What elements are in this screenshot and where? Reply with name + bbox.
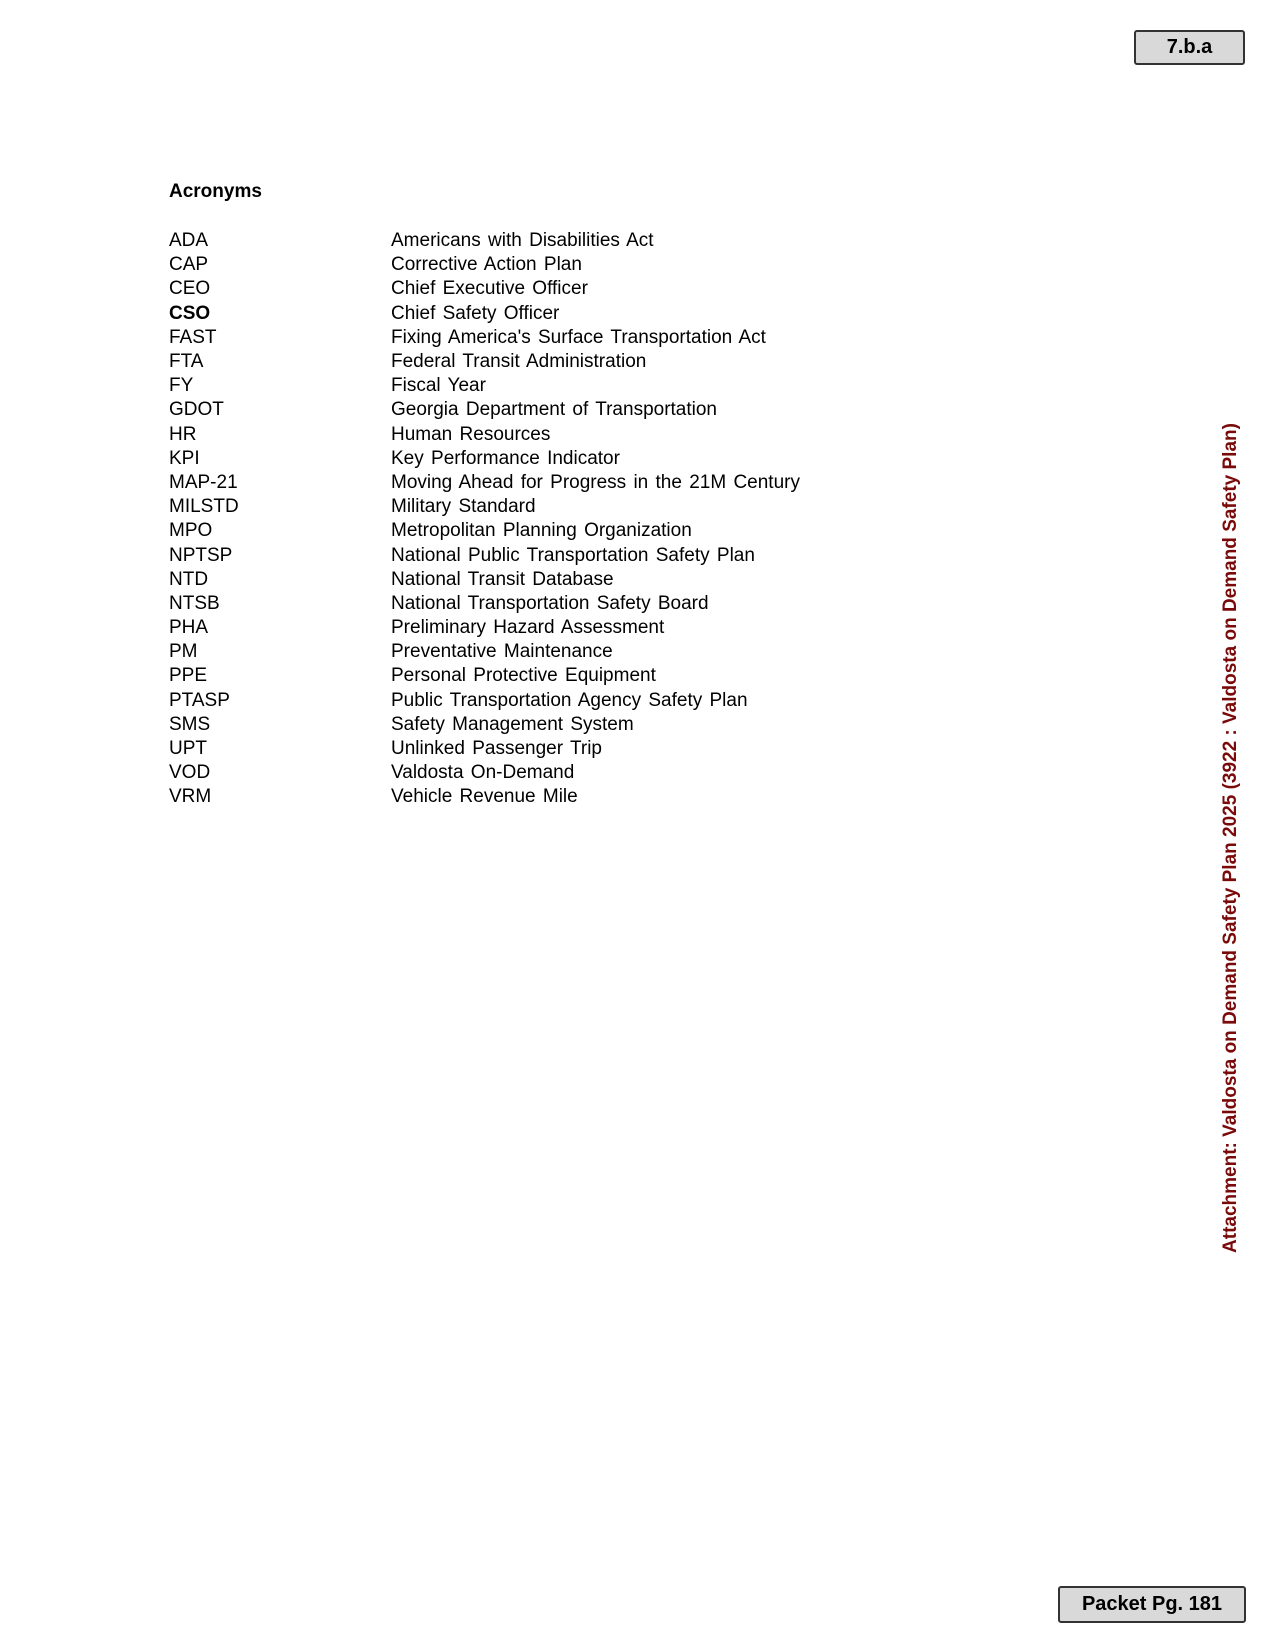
- acronym-abbr: FY: [169, 375, 194, 397]
- acronym-expansion: Valdosta On-Demand: [391, 762, 575, 784]
- agenda-item-tag: 7.b.a: [1134, 30, 1245, 65]
- attachment-label: Attachment: Valdosta on Demand Safety Plan 2025 (3922 : Valdosta on Demand Safety Plan): [1220, 423, 1241, 1253]
- acronym-abbr: PTASP: [169, 689, 230, 711]
- acronym-expansion: Preventative Maintenance: [391, 641, 613, 663]
- acronym-abbr: MILSTD: [169, 496, 239, 518]
- acronym-expansion: Moving Ahead for Progress in the 21M Century: [391, 471, 800, 493]
- acronym-expansion: Safety Management System: [391, 713, 634, 735]
- acronym-row: [169, 737, 800, 761]
- acronym-row: [169, 398, 800, 422]
- acronym-expansion: Military Standard: [391, 496, 536, 518]
- acronym-abbr: MAP-21: [169, 471, 238, 493]
- acronym-row: [169, 350, 800, 374]
- acronym-abbr: CSO: [169, 302, 211, 324]
- acronym-row: [169, 543, 800, 567]
- acronym-abbr: FAST: [169, 326, 217, 348]
- acronym-abbr: UPT: [169, 738, 207, 760]
- acronym-row: [169, 640, 800, 664]
- acronym-abbr: FTA: [169, 351, 204, 373]
- acronym-expansion: Fixing America's Surface Transportation Act: [391, 326, 766, 348]
- acronym-row: [169, 495, 800, 519]
- acronym-row: [169, 592, 800, 616]
- acronym-abbr: VOD: [169, 762, 211, 784]
- acronym-abbr: PM: [169, 641, 198, 663]
- acronym-row: [169, 229, 800, 253]
- acronym-row: [169, 519, 800, 543]
- acronym-row: [169, 785, 800, 809]
- acronym-expansion: Federal Transit Administration: [391, 351, 647, 373]
- acronym-expansion: Vehicle Revenue Mile: [391, 786, 578, 808]
- acronym-abbr: SMS: [169, 713, 211, 735]
- acronym-abbr: VRM: [169, 786, 212, 808]
- acronym-list: [169, 229, 800, 810]
- acronym-row: [169, 423, 800, 447]
- acronym-expansion: Georgia Department of Transportation: [391, 399, 718, 421]
- acronym-row: [169, 374, 800, 398]
- acronym-abbr: NTD: [169, 568, 209, 590]
- acronym-expansion: Human Resources: [391, 423, 551, 445]
- acronym-expansion: Fiscal Year: [391, 375, 486, 397]
- acronym-expansion: Public Transportation Agency Safety Plan: [391, 689, 748, 711]
- acronym-abbr: KPI: [169, 447, 200, 469]
- acronym-abbr: CAP: [169, 254, 209, 276]
- acronym-expansion: Corrective Action Plan: [391, 254, 582, 276]
- acronym-row: [169, 568, 800, 592]
- acronym-row: [169, 471, 800, 495]
- acronym-row: [169, 713, 800, 737]
- acronym-row: [169, 277, 800, 301]
- packet-page-number: Packet Pg. 181: [1058, 1586, 1246, 1623]
- acronym-abbr: PHA: [169, 617, 209, 639]
- acronym-expansion: Chief Executive Officer: [391, 278, 588, 300]
- acronym-expansion: National Transportation Safety Board: [391, 592, 709, 614]
- acronym-expansion: Preliminary Hazard Assessment: [391, 617, 665, 639]
- acronym-expansion: National Public Transportation Safety Plan: [391, 544, 755, 566]
- acronym-expansion: Key Performance Indicator: [391, 447, 620, 469]
- acronym-row: [169, 302, 800, 326]
- acronym-expansion: Unlinked Passenger Trip: [391, 738, 602, 760]
- acronym-abbr: ADA: [169, 230, 209, 252]
- acronym-row: [169, 616, 800, 640]
- acronym-row: [169, 326, 800, 350]
- acronym-row: [169, 689, 800, 713]
- acronym-abbr: MPO: [169, 520, 213, 542]
- acronym-row: [169, 447, 800, 471]
- acronym-row: [169, 761, 800, 785]
- acronym-abbr: GDOT: [169, 399, 224, 421]
- acronym-abbr: NTSB: [169, 592, 220, 614]
- acronym-abbr: HR: [169, 423, 197, 445]
- acronym-expansion: Metropolitan Planning Organization: [391, 520, 692, 542]
- acronym-expansion: Chief Safety Officer: [391, 302, 560, 324]
- acronym-row: [169, 253, 800, 277]
- acronym-expansion: Americans with Disabilities Act: [391, 230, 654, 252]
- acronym-row: [169, 664, 800, 688]
- acronym-abbr: NPTSP: [169, 544, 233, 566]
- acronym-expansion: Personal Protective Equipment: [391, 665, 656, 687]
- section-title: Acronyms: [169, 181, 262, 202]
- acronym-abbr: PPE: [169, 665, 208, 687]
- acronym-expansion: National Transit Database: [391, 568, 614, 590]
- acronym-abbr: CEO: [169, 278, 211, 300]
